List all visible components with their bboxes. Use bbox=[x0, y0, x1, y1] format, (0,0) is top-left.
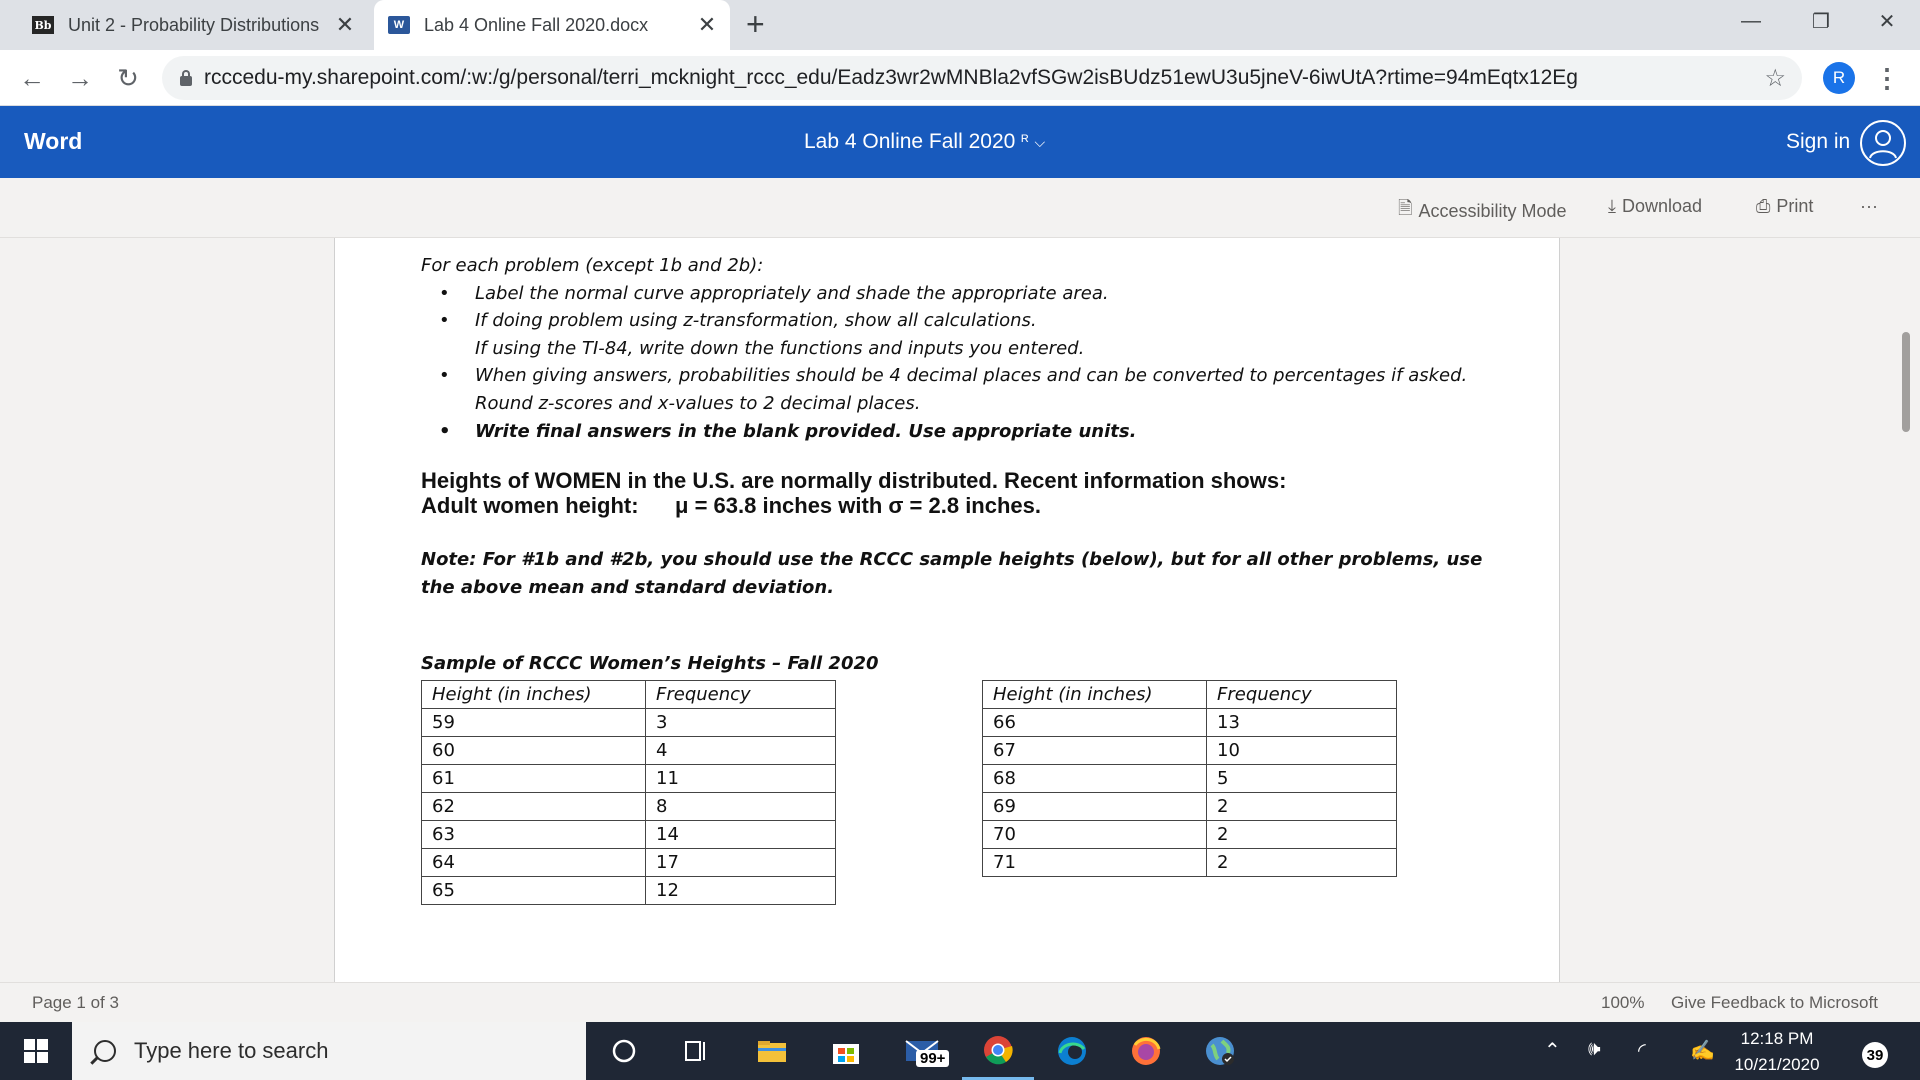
search-placeholder: Type here to search bbox=[134, 1038, 329, 1063]
print-button[interactable] bbox=[1756, 196, 1813, 217]
table-row: 64 17 bbox=[422, 849, 836, 877]
frequency-table-1 bbox=[421, 680, 836, 905]
lock-icon bbox=[180, 70, 192, 86]
blackboard-icon: Bb bbox=[32, 16, 54, 34]
heights-line: Heights of WOMEN in the U.S. are normally distributed. Recent information shows: bbox=[421, 468, 1287, 493]
table-row: 61 11 bbox=[422, 765, 836, 793]
heights-params: Adult women height: μ = 63.8 inches with σ = 2.8 inches. bbox=[421, 493, 1041, 518]
table-row: 59 3 bbox=[422, 709, 836, 737]
table-row: 71 2 bbox=[983, 849, 1397, 877]
document-title-text: Lab 4 Online Fall 2020 bbox=[804, 130, 1016, 153]
tab-word-document[interactable] bbox=[374, 0, 730, 50]
document-title[interactable] bbox=[804, 130, 1045, 154]
taskbar-clock[interactable] bbox=[1722, 1026, 1832, 1078]
browser-toolbar bbox=[0, 50, 1920, 106]
url-text[interactable]: rcccedu-my.sharepoint.com/:w:/g/personal/terri_mcknight_rccc_edu/Eadz3wr2wMNBla2vfSGw2isBUdz51ewU3u5jneV-6iwUtA?rtime=94mEqtx12Eg bbox=[204, 66, 1578, 89]
edge-icon[interactable] bbox=[1036, 1022, 1108, 1080]
restore-icon[interactable]: ❐ bbox=[1812, 10, 1830, 33]
download-button[interactable] bbox=[1608, 196, 1702, 217]
list-item: • If doing problem using z-transformation, show all calculations. bbox=[439, 310, 1037, 332]
table-row: 70 2 bbox=[983, 821, 1397, 849]
windows-logo-icon bbox=[24, 1039, 48, 1063]
vertical-scrollbar[interactable] bbox=[1902, 332, 1910, 432]
accessibility-mode-button[interactable] bbox=[1398, 196, 1567, 226]
action-center-icon[interactable] bbox=[1852, 1034, 1888, 1068]
printer-icon: ⎙ bbox=[1756, 196, 1771, 216]
bookmark-star-icon[interactable]: ☆ bbox=[1764, 64, 1786, 92]
download-label: Download bbox=[1621, 196, 1703, 216]
status-bar bbox=[0, 982, 1920, 1022]
chrome-icon[interactable] bbox=[962, 1022, 1034, 1080]
table-row: 66 13 bbox=[983, 709, 1397, 737]
forward-icon[interactable]: → bbox=[67, 62, 93, 93]
table-row: 68 5 bbox=[983, 765, 1397, 793]
close-tab-icon[interactable]: ✕ bbox=[697, 12, 717, 37]
user-icon[interactable] bbox=[1860, 120, 1906, 166]
app-name[interactable]: Word bbox=[24, 128, 83, 154]
list-item: • Write final answers in the blank provided. Use appropriate units. bbox=[439, 420, 1137, 442]
pen-icon[interactable]: ✍ bbox=[1690, 1040, 1715, 1062]
address-bar[interactable] bbox=[162, 56, 1802, 100]
more-options-button[interactable]: ··· bbox=[1860, 196, 1878, 216]
table-row: 65 12 bbox=[422, 877, 836, 905]
tab-title: Lab 4 Online Fall 2020.docx bbox=[424, 14, 649, 35]
zoom-level[interactable]: 100% bbox=[1601, 993, 1645, 1012]
tab-blackboard[interactable] bbox=[18, 0, 368, 50]
accessibility-icon: 🗎 bbox=[1398, 198, 1413, 218]
chevron-down-icon: ⌵ bbox=[1034, 133, 1046, 150]
feedback-link[interactable]: Give Feedback to Microsoft bbox=[1671, 993, 1878, 1012]
show-hidden-icons[interactable]: ⌃ bbox=[1544, 1040, 1561, 1062]
mail-badge: 99+ bbox=[916, 1050, 949, 1067]
word-icon: W bbox=[388, 16, 410, 34]
clock-time: 12:18 PM bbox=[1740, 1029, 1814, 1048]
firefox-icon[interactable] bbox=[1110, 1022, 1182, 1080]
accessibility-label: Accessibility Mode bbox=[1418, 200, 1567, 221]
list-item: If using the TI-84, write down the functions and inputs you entered. bbox=[475, 337, 1085, 359]
table-header-row: Height (in inches) Frequency bbox=[422, 681, 836, 709]
notification-count: 39 bbox=[1862, 1042, 1888, 1068]
list-item: Round z-scores and x-values to 2 decimal places. bbox=[475, 392, 921, 414]
windows-taskbar bbox=[0, 1022, 1920, 1080]
file-explorer-icon[interactable] bbox=[736, 1022, 808, 1080]
back-icon[interactable]: ← bbox=[19, 62, 45, 93]
close-tab-icon[interactable]: ✕ bbox=[335, 12, 355, 37]
table-row: 69 2 bbox=[983, 793, 1397, 821]
word-header bbox=[0, 106, 1920, 178]
share-people-icon: ᴿ bbox=[1021, 133, 1029, 150]
page-indicator: Page 1 of 3 bbox=[32, 993, 119, 1012]
table-header-row: Height (in inches) Frequency bbox=[983, 681, 1397, 709]
document-page bbox=[334, 238, 1560, 982]
profile-avatar[interactable]: R bbox=[1823, 62, 1855, 94]
search-icon bbox=[94, 1040, 116, 1062]
volume-icon[interactable]: 🕪 bbox=[1588, 1038, 1601, 1060]
instructions-intro: For each problem (except 1b and 2b): bbox=[421, 255, 764, 276]
list-item: • When giving answers, probabilities should be 4 decimal places and can be converted to percentages if asked. bbox=[439, 365, 1468, 387]
task-view-icon[interactable] bbox=[660, 1022, 732, 1080]
browser-tab-strip bbox=[0, 0, 1920, 50]
table-caption: Sample of RCCC Women’s Heights – Fall 2020 bbox=[421, 653, 879, 674]
wifi-icon[interactable]: ◜ bbox=[1638, 1040, 1646, 1062]
list-item: • Label the normal curve appropriately and shade the appropriate area. bbox=[439, 282, 1109, 304]
new-tab-button[interactable]: + bbox=[746, 6, 765, 42]
download-icon: ⤓ bbox=[1608, 196, 1616, 216]
cortana-icon[interactable] bbox=[588, 1022, 660, 1080]
browser-menu-icon[interactable]: ⋮ bbox=[1874, 63, 1900, 93]
taskbar-search[interactable] bbox=[72, 1022, 586, 1080]
start-button[interactable] bbox=[0, 1022, 72, 1080]
table-row: 60 4 bbox=[422, 737, 836, 765]
table-row: 62 8 bbox=[422, 793, 836, 821]
note-paragraph: Note: For #1b and #2b, you should use the RCCC sample heights (below), but for all other problems, use the above mean and standard deviation. bbox=[421, 549, 1483, 598]
reload-icon[interactable]: ↻ bbox=[117, 62, 139, 93]
instructions bbox=[421, 252, 1467, 445]
table-row: 67 10 bbox=[983, 737, 1397, 765]
store-icon[interactable] bbox=[810, 1022, 882, 1080]
tab-title: Unit 2 - Probability Distributions bbox=[68, 14, 320, 35]
minimize-icon[interactable]: — bbox=[1741, 9, 1761, 32]
clock-date: 10/21/2020 bbox=[1734, 1055, 1820, 1074]
vpn-globe-icon[interactable] bbox=[1184, 1022, 1256, 1080]
document-viewport[interactable] bbox=[0, 238, 1920, 982]
command-bar bbox=[0, 178, 1920, 238]
close-window-icon[interactable]: ✕ bbox=[1878, 10, 1896, 33]
population-info bbox=[421, 468, 1286, 518]
print-label: Print bbox=[1776, 196, 1814, 216]
frequency-table-2 bbox=[982, 680, 1397, 877]
sign-in-link[interactable]: Sign in bbox=[1786, 130, 1851, 153]
table-row: 63 14 bbox=[422, 821, 836, 849]
